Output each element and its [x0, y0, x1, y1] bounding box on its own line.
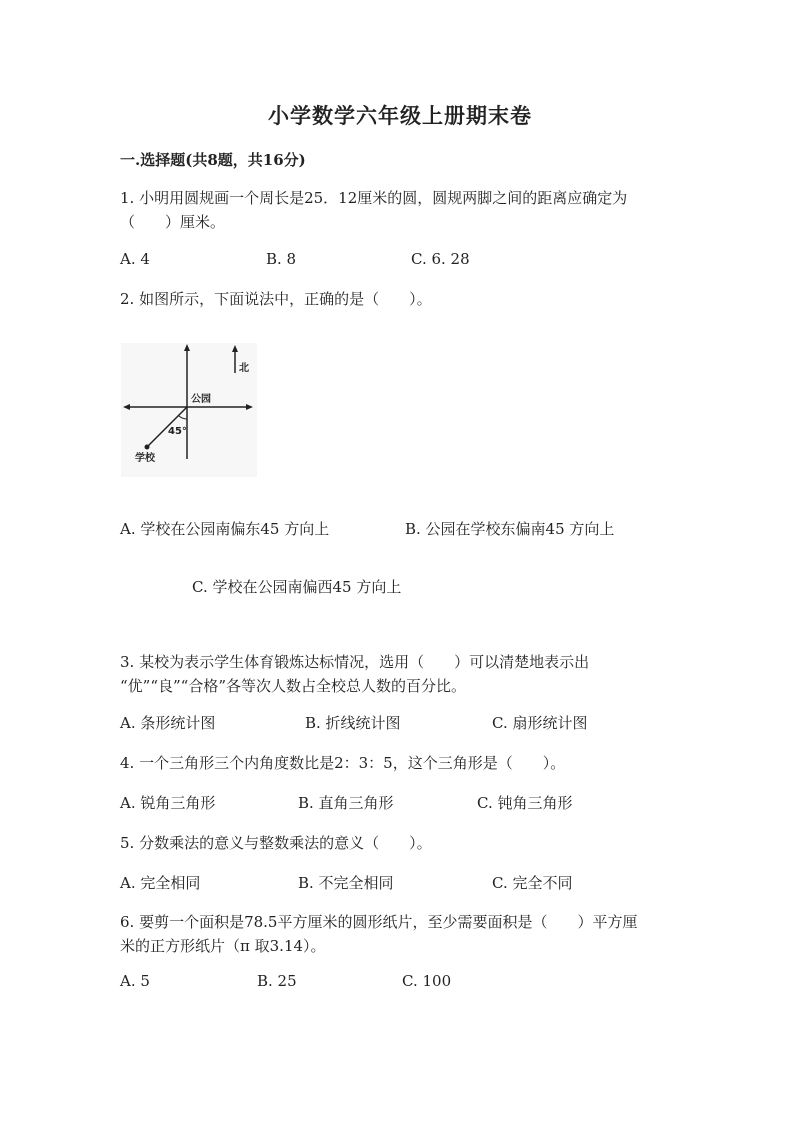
question-5 — [120, 831, 690, 855]
angle-label: 45° — [168, 426, 187, 437]
question-text-cont: “优”“良”“合格”各等次人数占全校总人数的百分比。 — [120, 677, 467, 695]
angle-arc — [179, 416, 188, 420]
park-label: 公园 — [191, 394, 211, 405]
north-arrow-head — [232, 345, 238, 352]
question-6 — [120, 910, 690, 958]
option-b: B. 公园在学校东偏南45 方向上 — [405, 520, 615, 538]
right-arrow-head — [246, 404, 253, 410]
option-c: C. 完全不同 — [492, 874, 573, 892]
option-c: C. 6. 28 — [411, 250, 470, 268]
left-arrow-head — [123, 404, 130, 410]
question-text: 3. 某校为表示学生体育锻炼达标情况，选用（ ）可以清楚地表示出 — [120, 653, 590, 671]
option-a: A. 4 — [120, 250, 150, 268]
question-3 — [120, 650, 690, 698]
question-text: 4. 一个三角形三个内角度数比是2：3：5，这个三角形是（ ）。 — [120, 754, 566, 772]
question-1 — [120, 186, 690, 234]
option-a: A. 学校在公园南偏东45 方向上 — [120, 520, 330, 538]
vertical-arrow-head — [184, 344, 190, 351]
question-text: 5. 分数乘法的意义与整数乘法的意义（ ）。 — [120, 834, 432, 852]
page-title: 小学数学六年级上册期末卷 — [268, 103, 532, 128]
option-b: B. 直角三角形 — [298, 794, 394, 812]
option-a: A. 5 — [120, 972, 150, 990]
option-c: C. 钝角三角形 — [477, 794, 573, 812]
option-c: C. 扇形统计图 — [492, 714, 588, 732]
option-a: A. 完全相同 — [120, 874, 201, 892]
question-text: 1. 小明用圆规画一个周长是25．12厘米的圆，圆规两脚之间的距离应确定为 — [120, 189, 628, 207]
option-b: B. 25 — [257, 972, 297, 990]
option-b: B. 不完全相同 — [298, 874, 394, 892]
option-c: C. 100 — [402, 972, 452, 990]
question-text-cont: （ ）厘米。 — [120, 213, 226, 231]
option-a: A. 条形统计图 — [120, 714, 216, 732]
option-c: C. 学校在公园南偏西45 方向上 — [192, 578, 402, 596]
school-point — [145, 445, 150, 450]
question-2 — [120, 287, 690, 311]
question-4 — [120, 751, 690, 775]
option-b: B. 8 — [266, 250, 297, 268]
option-a: A. 锐角三角形 — [120, 794, 216, 812]
direction-diagram — [121, 343, 257, 477]
north-label: 北 — [239, 363, 249, 374]
school-label: 学校 — [135, 453, 155, 464]
question-text: 6. 要剪一个面积是78.5平方厘米的圆形纸片，至少需要面积是（ ）平方厘 — [120, 913, 638, 931]
option-b: B. 折线统计图 — [305, 714, 401, 732]
direction-figure — [121, 343, 257, 477]
question-text: 2. 如图所示，下面说法中，正确的是（ ）。 — [120, 290, 432, 308]
question-text-cont: 米的正方形纸片（π 取3.14）。 — [120, 937, 326, 955]
section-heading: 一.选择题(共8题，共16分) — [120, 151, 306, 169]
